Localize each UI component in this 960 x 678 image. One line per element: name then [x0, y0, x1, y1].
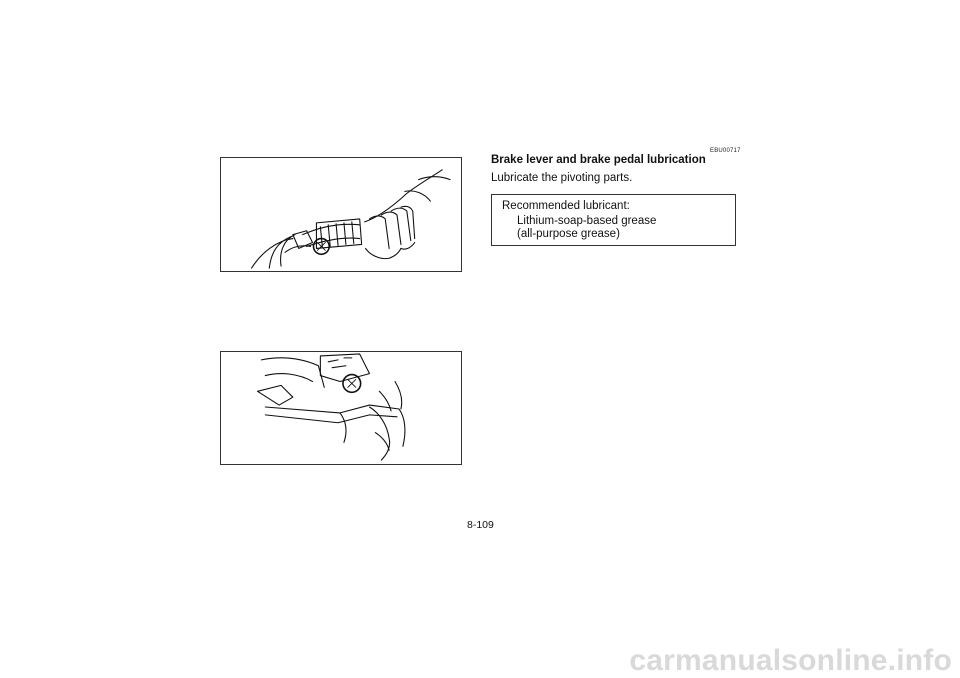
watermark-text: carmanualsonline.info: [629, 644, 952, 677]
brake-pedal-figure: [220, 351, 462, 465]
spec-value-line2: (all-purpose grease): [517, 228, 620, 240]
section-code: EBU00717: [710, 148, 741, 154]
spec-value-line1: Lithium-soap-based grease: [517, 215, 657, 227]
instruction-text: Lubricate the pivoting parts.: [491, 172, 633, 184]
spec-label: Recommended lubricant:: [502, 200, 630, 212]
section-heading: Brake lever and brake pedal lubrication: [491, 154, 706, 166]
brake-lever-lubrication-illustration: [221, 158, 461, 271]
lubricant-spec-box: [491, 194, 736, 246]
page-number: 8-109: [467, 519, 494, 531]
brake-pedal-lubrication-illustration: [221, 352, 461, 464]
brake-lever-figure: [220, 157, 462, 272]
